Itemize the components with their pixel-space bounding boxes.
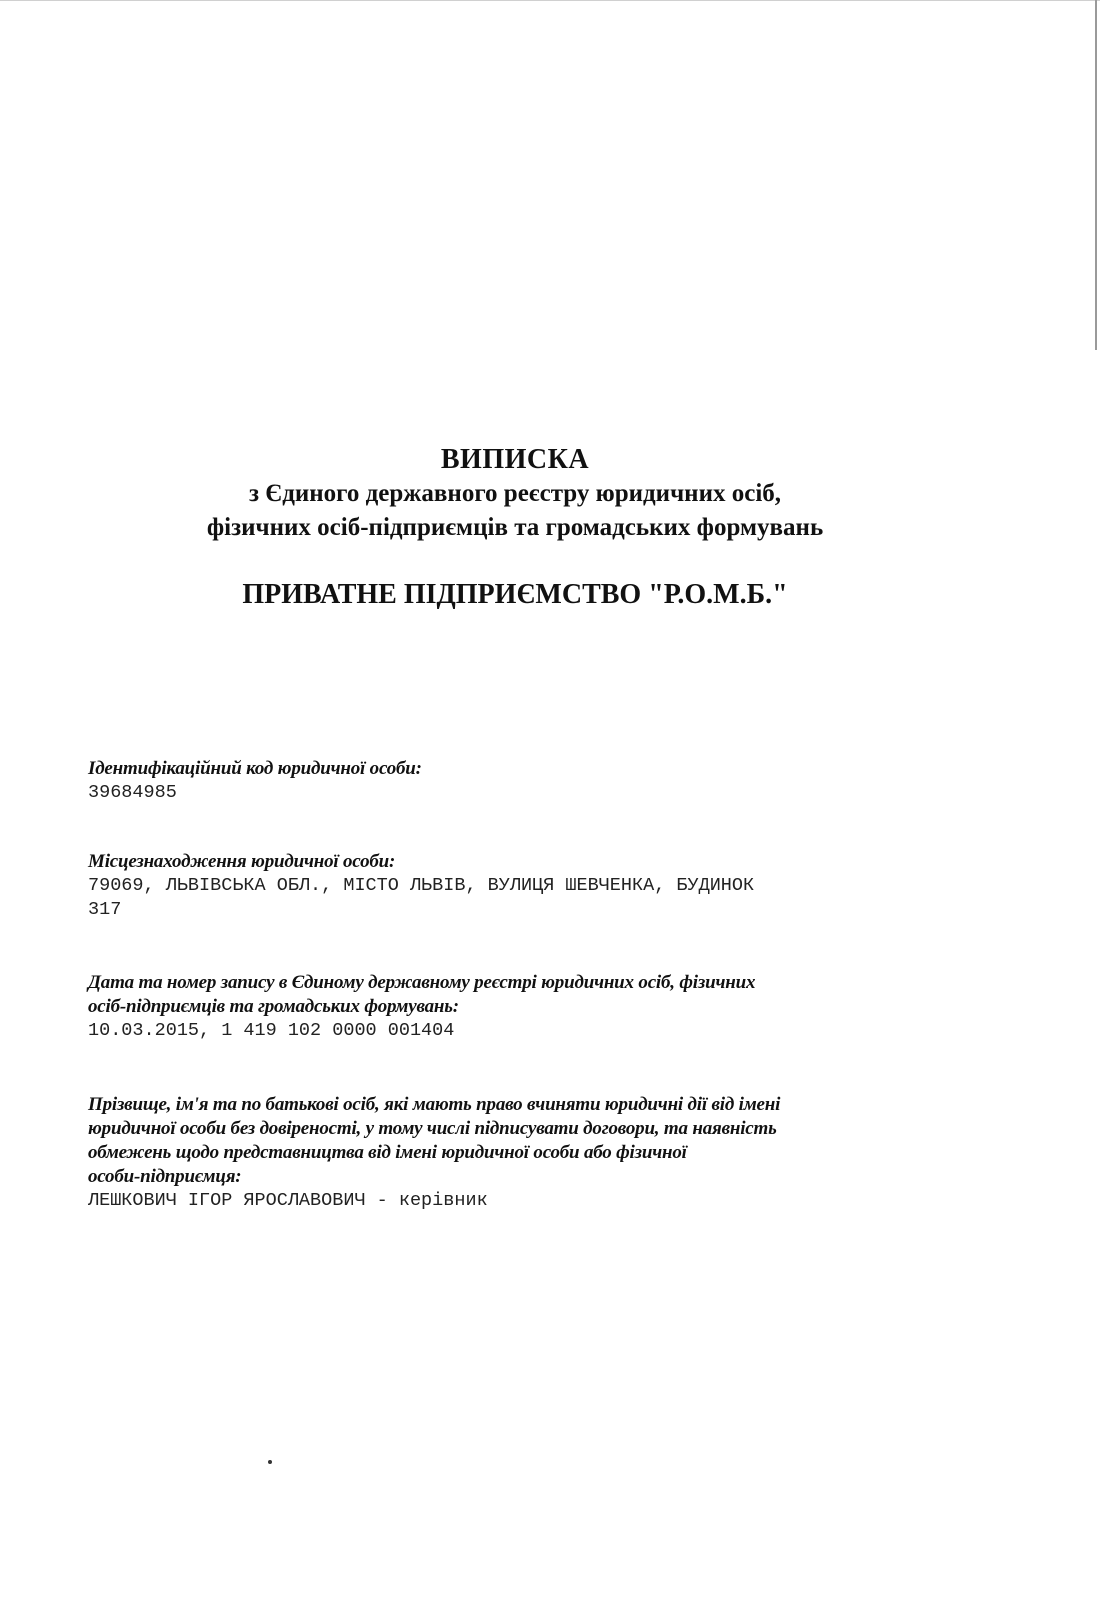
entity-name: ПРИВАТНЕ ПІДПРИЄМСТВО "Р.О.М.Б." <box>242 579 788 610</box>
authorized-persons-label-line-3: обмежень щодо представництва від імені юридичної особи або фізичної <box>88 1142 687 1163</box>
scan-edge-right <box>1095 0 1097 350</box>
document-title: ВИПИСКА <box>440 444 590 475</box>
location-label: Місцезнаходження юридичної особи: <box>88 851 396 872</box>
location-value-line-1: 79069, ЛЬВІВСЬКА ОБЛ., МІСТО ЛЬВІВ, ВУЛИЦЯ ШЕВЧЕНКА, БУДИНОК <box>88 875 755 896</box>
registry-record-value: 10.03.2015, 1 419 102 0000 001404 <box>88 1020 455 1041</box>
authorized-persons-value: ЛЕШКОВИЧ ІГОР ЯРОСЛАВОВИЧ - керівник <box>88 1190 488 1211</box>
registry-record-label-line-2: осіб-підприємців та громадських формувань: <box>88 996 459 1017</box>
section-authorized-persons <box>88 1093 948 1213</box>
location-value-line-2: 317 <box>88 899 122 920</box>
section-identification-code <box>88 757 948 805</box>
scan-edge-top <box>0 0 1100 1</box>
scan-speck <box>268 1460 272 1464</box>
document-header <box>0 443 1030 612</box>
section-location <box>88 850 948 922</box>
authorized-persons-label-line-1: Прізвище, ім'я та по батькові осіб, які мають право вчиняти юридичні дії від імені <box>88 1094 781 1115</box>
authorized-persons-label-line-4: особи-підприємця: <box>88 1166 242 1187</box>
document-subtitle-line-2: фізичних осіб-підприємців та громадських формувань <box>206 514 824 541</box>
registry-record-label-line-1: Дата та номер запису в Єдиному державному реєстрі юридичних осіб, фізичних <box>88 972 756 993</box>
section-registry-record <box>88 971 948 1043</box>
identification-code-label: Ідентифікаційний код юридичної особи: <box>88 758 422 779</box>
authorized-persons-label-line-2: юридичної особи без довіреності, у тому числі підписувати договори, та наявність <box>88 1118 777 1139</box>
identification-code-value: 39684985 <box>88 782 177 803</box>
document-subtitle-line-1: з Єдиного державного реєстру юридичних осіб, <box>248 480 782 507</box>
